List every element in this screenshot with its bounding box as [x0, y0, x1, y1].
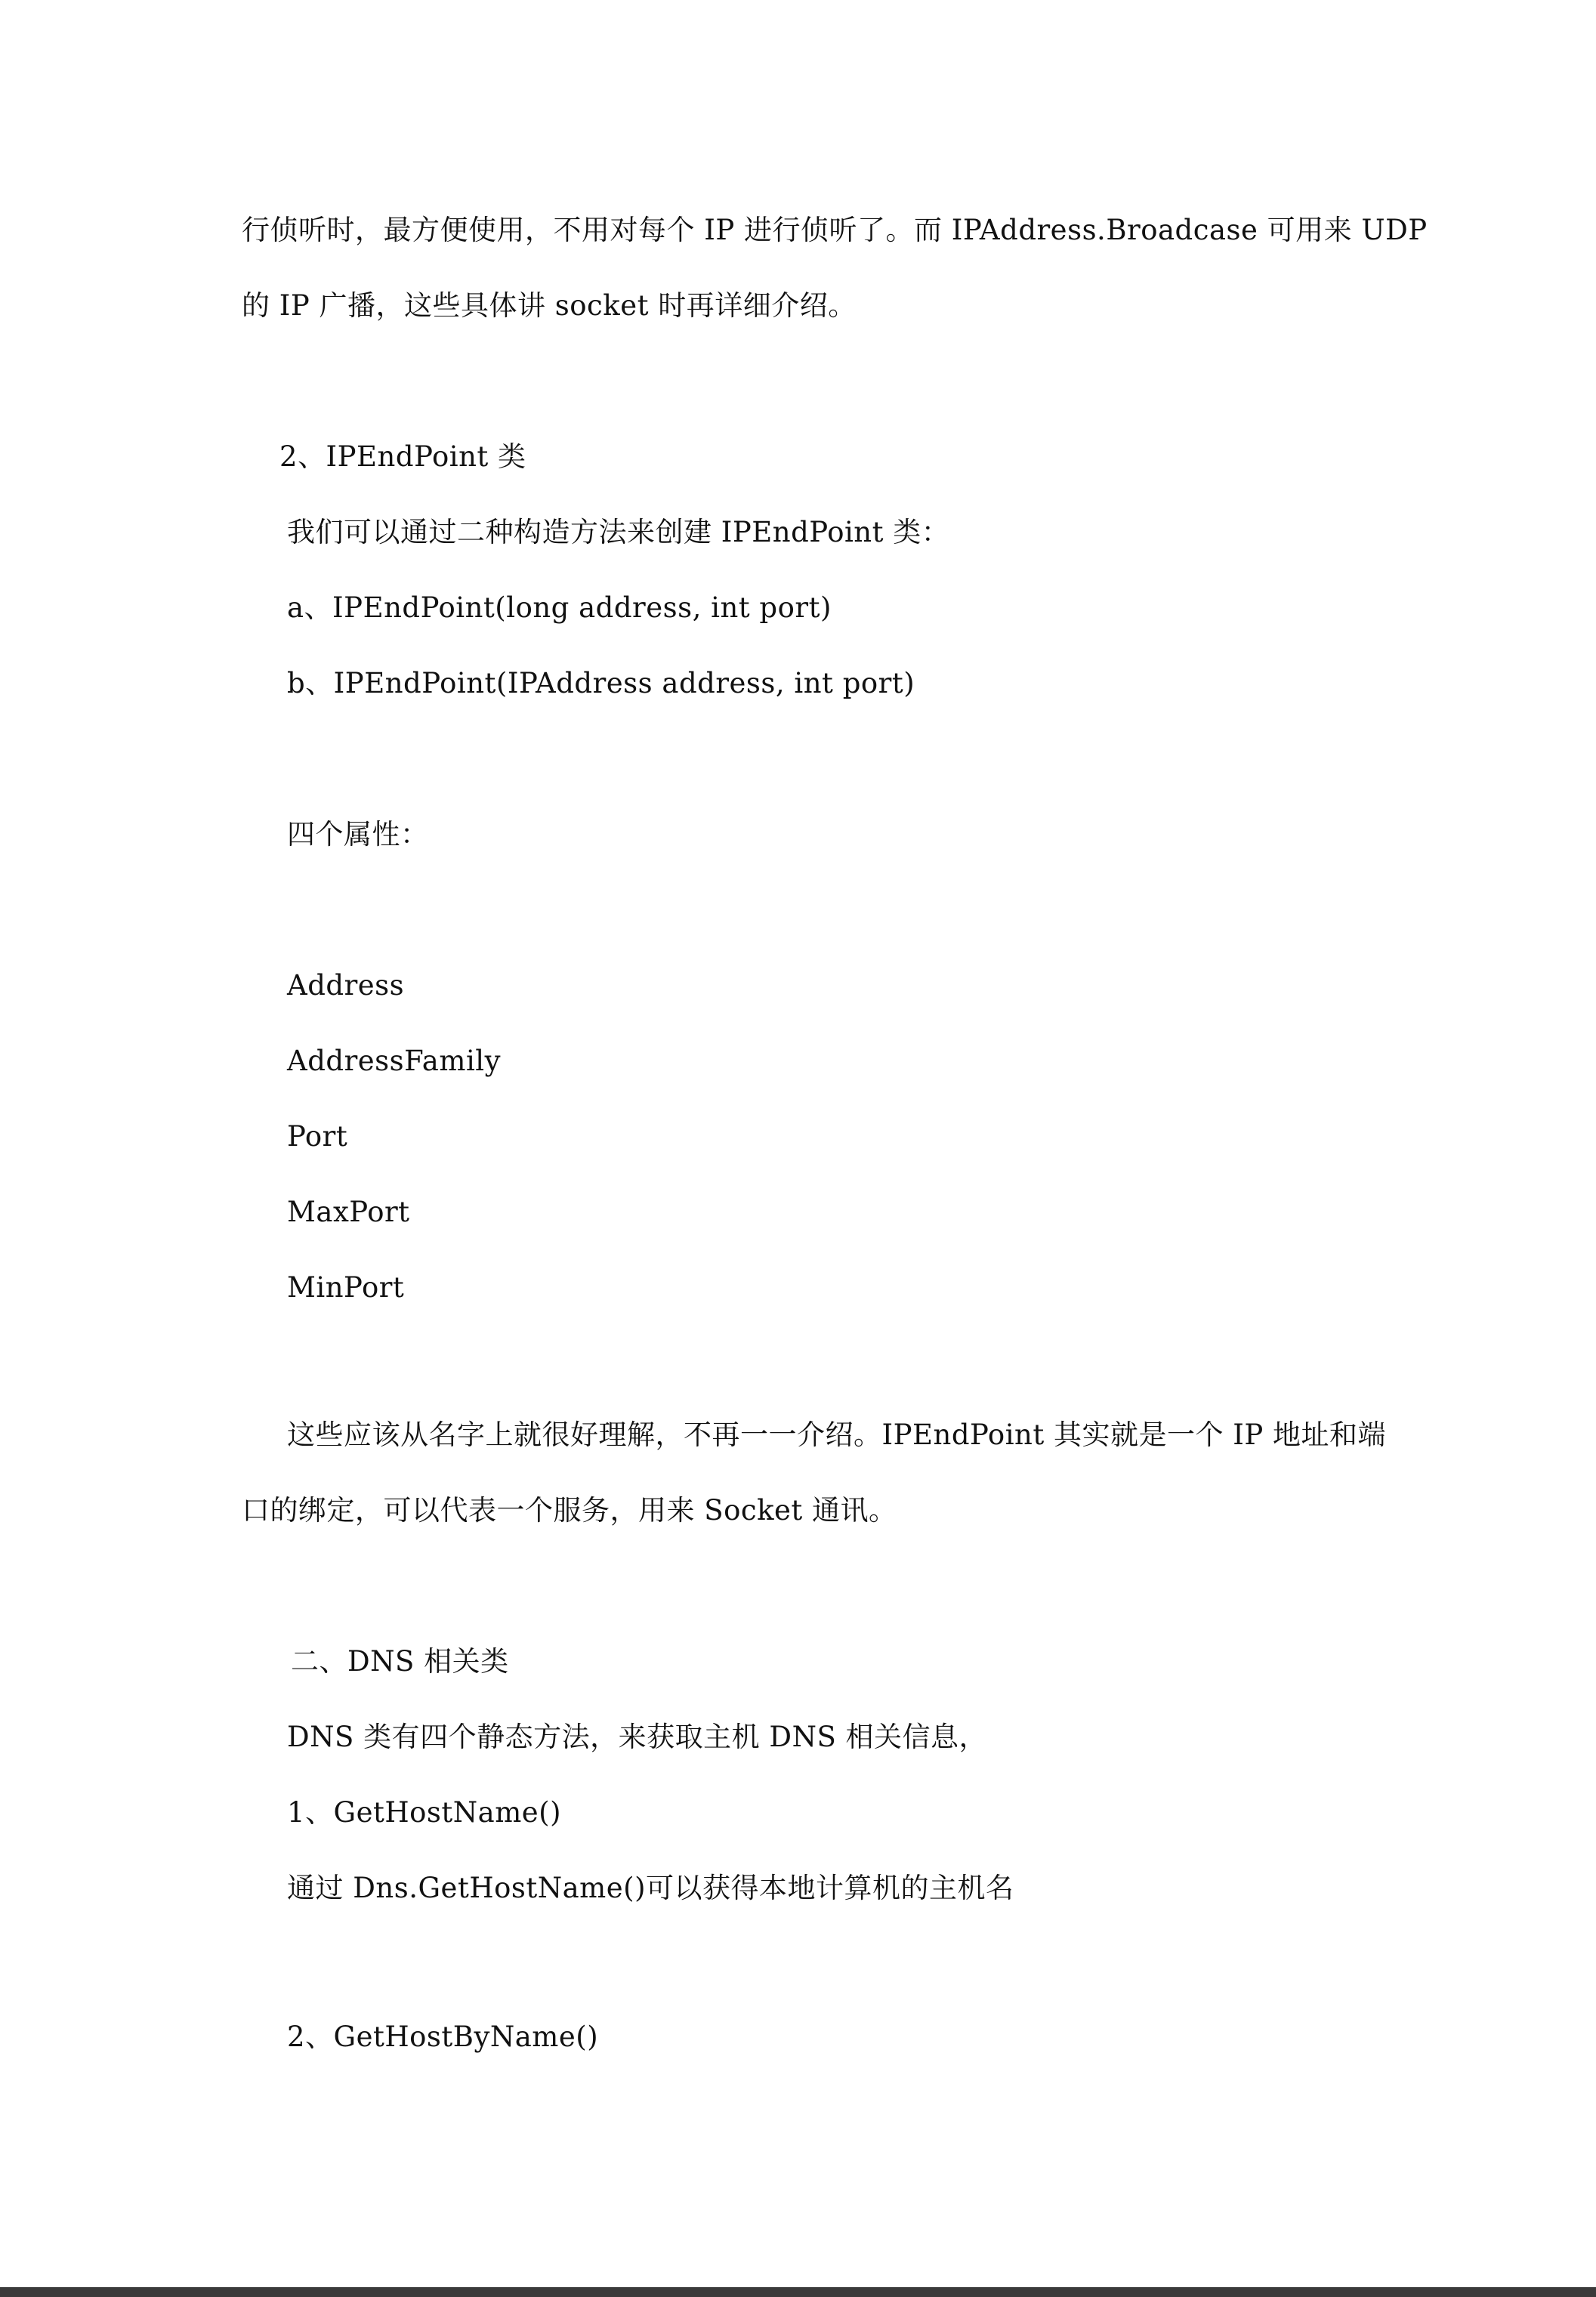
dns-method-description: 通过 Dns.GetHostName()可以获得本地计算机的主机名	[287, 1872, 1014, 1904]
property-item: AddressFamily	[287, 1045, 502, 1077]
dns-intro: DNS 类有四个静态方法，来获取主机 DNS 相关信息，	[287, 1721, 988, 1753]
ipendpoint-intro: 我们可以通过二种构造方法来创建 IPEndPoint 类：	[287, 516, 950, 548]
section-heading-ipendpoint: 2、IPEndPoint 类	[279, 440, 526, 473]
property-item: Address	[287, 969, 405, 1002]
property-item: MaxPort	[287, 1196, 410, 1228]
page-bottom-border	[0, 2287, 1596, 2297]
property-item: MinPort	[287, 1271, 405, 1304]
constructor-item: a、IPEndPoint(long address, int port)	[287, 591, 832, 624]
paragraph-line: 的 IP 广播，这些具体讲 socket 时再详细介绍。	[242, 289, 857, 322]
constructor-item: b、IPEndPoint(IPAddress address, int port)	[287, 667, 915, 699]
dns-method-heading: 1、GetHostName()	[287, 1796, 562, 1829]
summary-line: 口的绑定，可以代表一个服务，用来 Socket 通讯。	[242, 1494, 897, 1527]
properties-label: 四个属性：	[287, 818, 429, 851]
paragraph-line: 行侦听时，最方便使用，不用对每个 IP 进行侦听了。而 IPAddress.Broadcase 可用来 UDP	[242, 214, 1428, 246]
dns-method-heading: 2、GetHostByName()	[287, 2021, 599, 2053]
property-item: Port	[287, 1120, 348, 1153]
summary-line: 这些应该从名字上就很好理解，不再一一介绍。IPEndPoint 其实就是一个 IP 地址和端	[287, 1419, 1387, 1451]
section-heading-dns: 二、DNS 相关类	[291, 1645, 509, 1678]
